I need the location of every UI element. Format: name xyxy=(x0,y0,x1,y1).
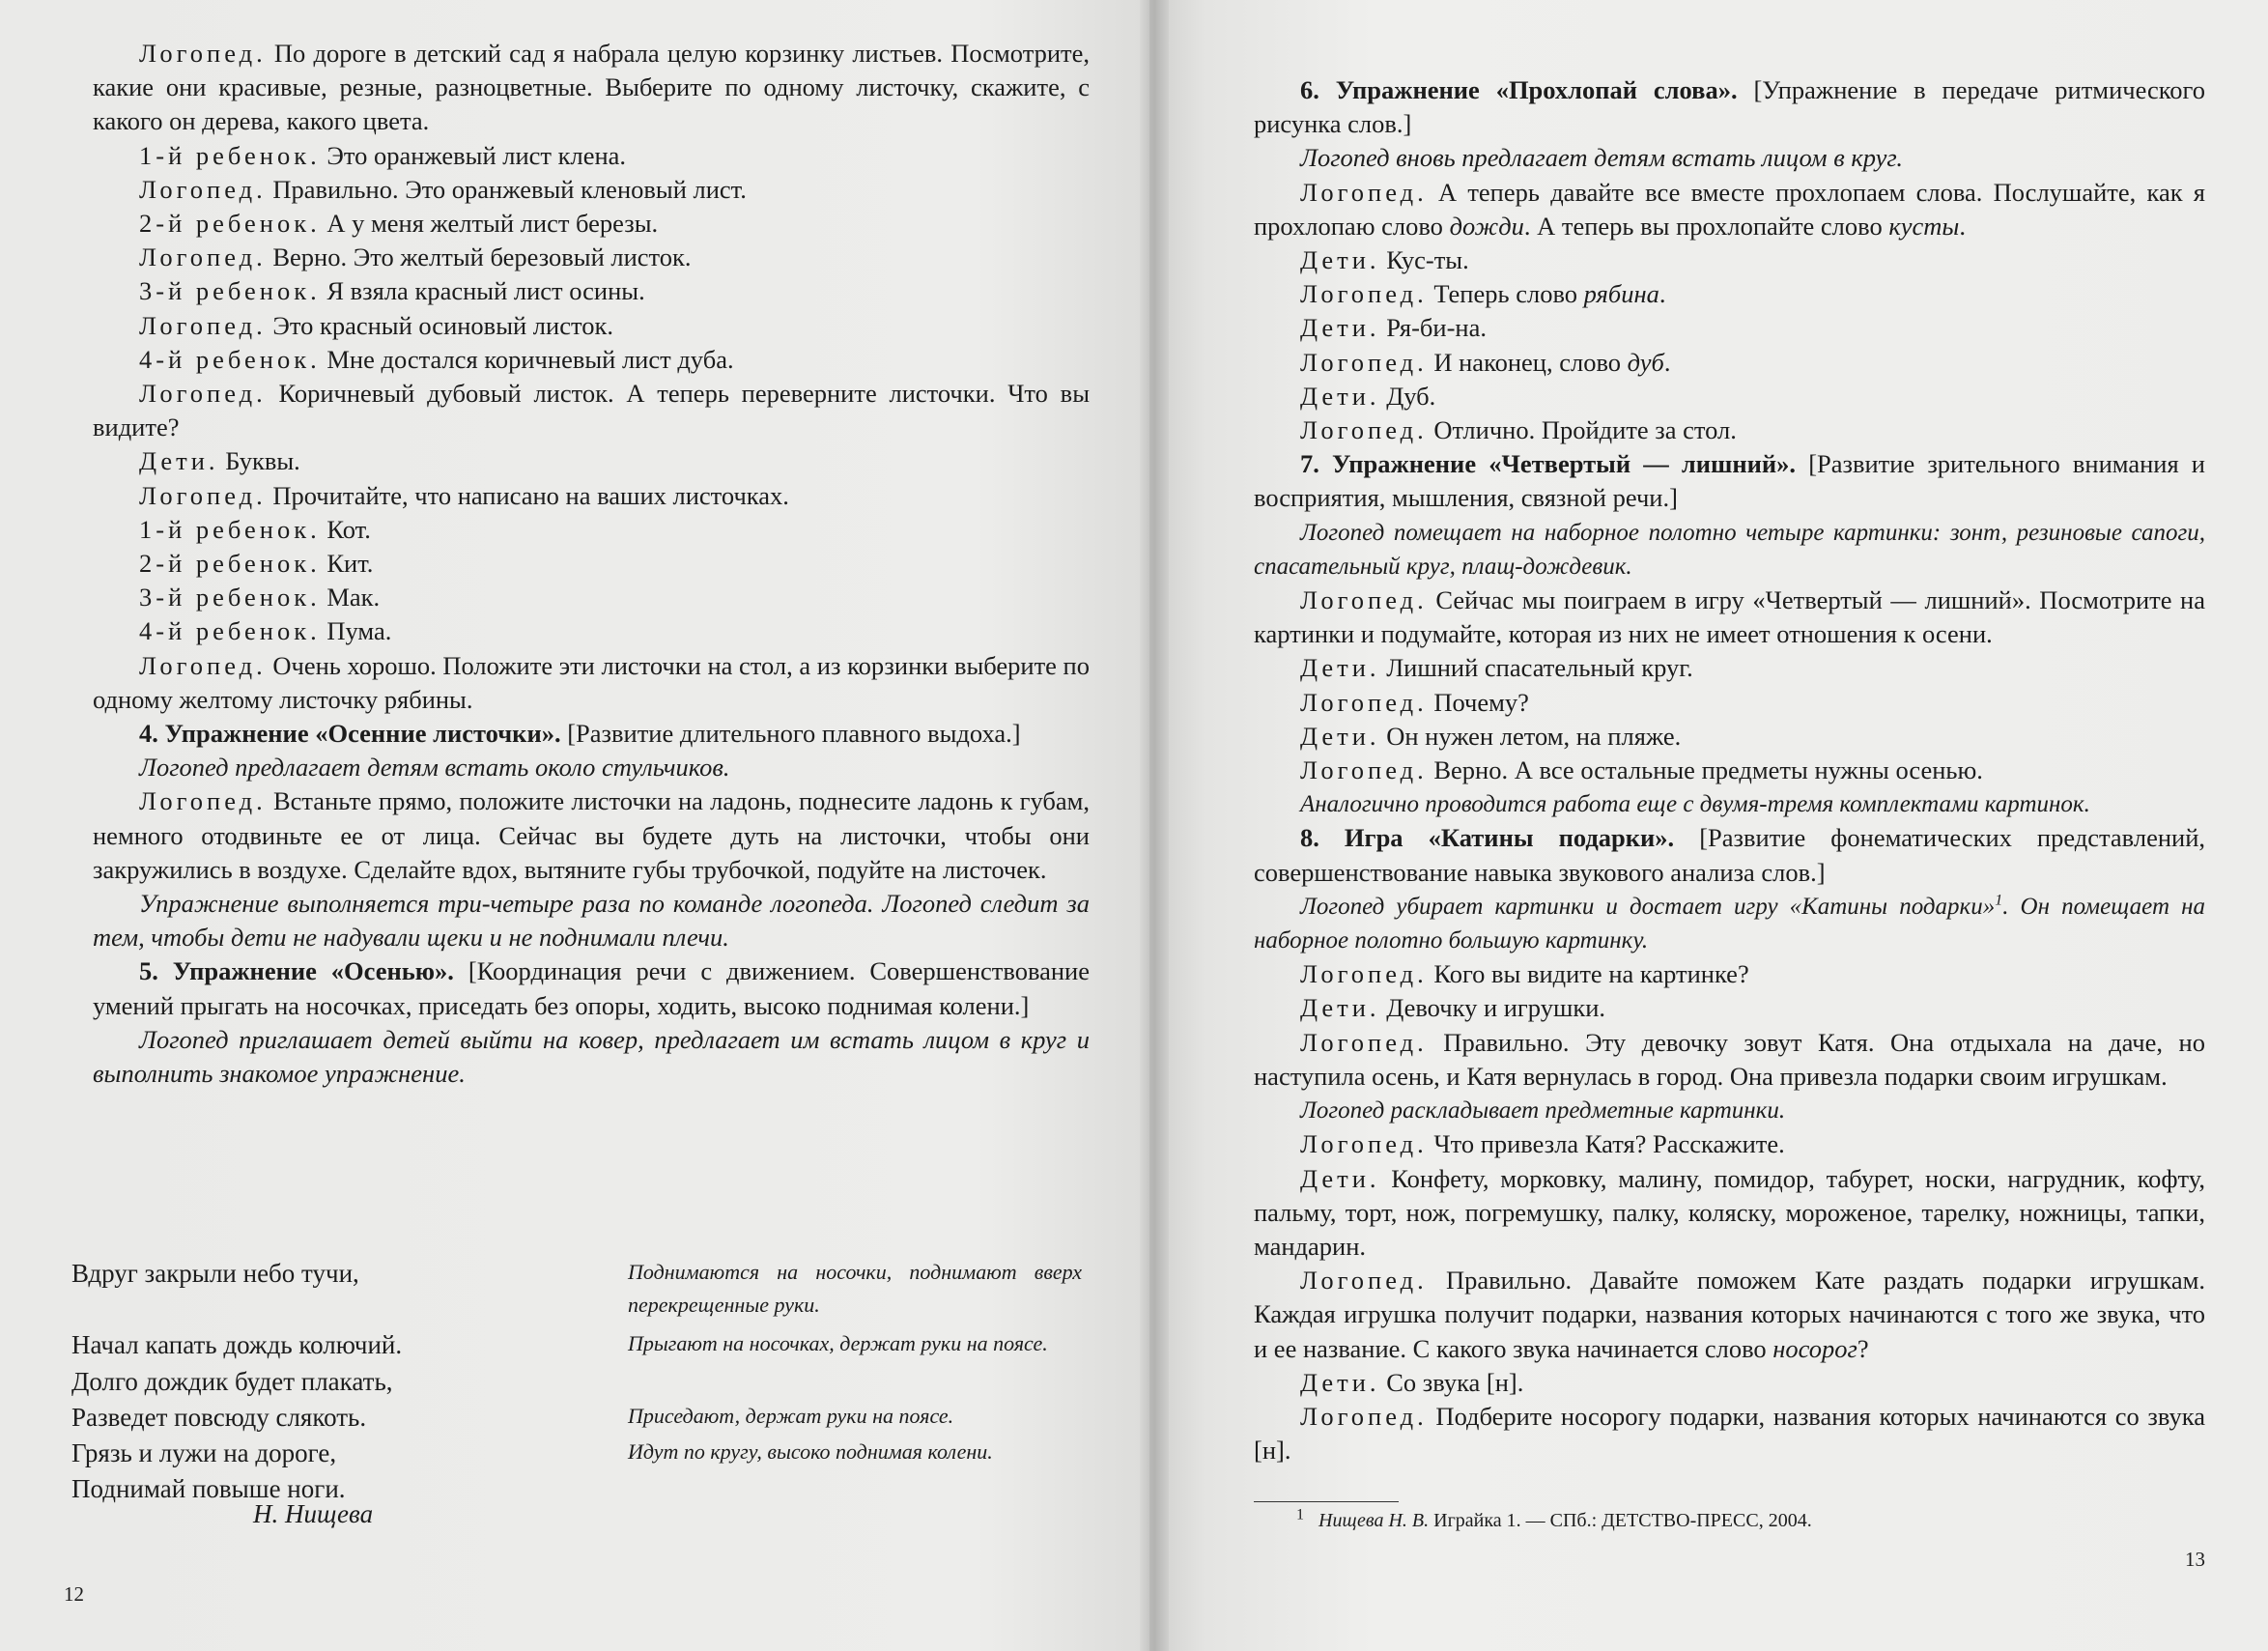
dialogue-paragraph: Логопед. По дороге в детский сад я набрала целую корзинку листьев. Посмотрите, какие они красивые, резные, разноцветные. Выберите по одному листочку, скажите, с какого он дерева, какого цвета. xyxy=(93,39,1090,136)
dialogue-paragraph: Логопед. Верно. А все остальные предметы нужны осенью. xyxy=(1300,755,1983,785)
dialogue-paragraph: Логопед. Правильно. Эту девочку зовут Катя. Она отдыхала на даче, но наступила осень, и Катя вернулась в город. Она привезла подарки своим игрушкам. xyxy=(1254,1027,2205,1091)
dialogue-paragraph: Дети. Дуб. xyxy=(1300,381,1436,411)
poem-row xyxy=(71,1364,1095,1400)
dialogue-paragraph: Дети. Конфету, морковку, малину, помидор, табурет, носки, нагрудник, кофту, пальму, торт, нож, погремушку, палку, коляску, мороженое, тарелку, ножницы, тапки, мандарин. xyxy=(1254,1163,2205,1261)
dialogue-paragraph: Логопед. Что привезла Катя? Расскажите. xyxy=(1300,1129,1785,1159)
footnote-rule xyxy=(1254,1501,1399,1502)
poem-block xyxy=(71,1256,1095,1507)
poem-action: Идут по кругу, высоко поднимая колени. xyxy=(628,1439,993,1464)
dialogue-paragraph: 4-й ребенок. Пума. xyxy=(139,616,392,646)
dialogue-paragraph: Логопед. Подберите носорогу подарки, названия которых начинаются со звука [н]. xyxy=(1254,1401,2205,1466)
poem-author: Н. Нищева xyxy=(253,1499,374,1528)
dialogue-paragraph: 3-й ребенок. Мак. xyxy=(139,583,381,612)
dialogue-paragraph: Логопед. Кого вы видите на картинке? xyxy=(1300,959,1749,989)
right-text-column xyxy=(1254,73,2205,1467)
poem-line: Разведет повсюду слякоть. xyxy=(71,1403,367,1432)
stage-direction: Логопед раскладывает предметные картинки. xyxy=(1300,1097,1786,1124)
dialogue-paragraph: Дети. Лишний спасательный круг. xyxy=(1300,653,1693,683)
dialogue-paragraph: Логопед. Сейчас мы поиграем в игру «Четвертый — лишний». Посмотрите на картинки и подумайте, которая из них не имеет отношения к осени. xyxy=(1254,585,2205,649)
dialogue-paragraph: Логопед. Встаньте прямо, положите листочки на ладонь, поднесите ладонь к губам, немного отодвиньте ее от лица. Сейчас вы будете дуть на листочки, чтобы они закружились в воздухе. Сделайте вдох, вытяните губы трубочкой, подуйте на листочек. xyxy=(93,786,1090,884)
dialogue-paragraph: Логопед. Отлично. Пройдите за стол. xyxy=(1300,415,1737,445)
dialogue-paragraph: Дети. Девочку и игрушки. xyxy=(1300,993,1606,1023)
poem-row xyxy=(71,1400,1095,1436)
stage-direction: Логопед помещает на наборное полотно четыре картинки: зонт, резиновые сапоги, спасательный круг, плащ-дождевик. xyxy=(1254,519,2205,580)
poem-row xyxy=(71,1471,1095,1507)
stage-direction: Логопед приглашает детей выйти на ковер, предлагает им встать лицом в круг и выполнить знакомое упражнение. xyxy=(93,1024,1090,1089)
poem-row xyxy=(71,1256,1095,1327)
footnote-text: Играйка 1. — СПб.: ДЕТСТВО-ПРЕСС, 2004. xyxy=(1429,1510,1812,1531)
poem-line: Вдруг закрыли небо тучи, xyxy=(71,1259,359,1288)
poem-row xyxy=(71,1327,1095,1364)
footnote xyxy=(1296,1506,1812,1535)
stage-direction: Упражнение выполняется три-четыре раза по команде логопеда. Логопед следит за тем, чтобы дети не надували щеки и не поднимали плечи. xyxy=(93,889,1090,953)
dialogue-paragraph: 1-й ребенок. Кот. xyxy=(139,514,371,544)
left-text-column xyxy=(93,37,1090,1091)
poem-line: Грязь и лужи на дороге, xyxy=(71,1438,337,1467)
dialogue-paragraph: Логопед. А теперь давайте все вместе прохлопаем слова. Послушайте, как я прохлопаю слово дожди. А теперь вы прохлопайте слово кусты. xyxy=(1254,177,2205,241)
poem-row xyxy=(71,1436,1095,1471)
dialogue-paragraph: Дети. Кус-ты. xyxy=(1300,245,1469,275)
dialogue-paragraph: Дети. Он нужен летом, на пляже. xyxy=(1300,721,1682,751)
dialogue-paragraph: Логопед. И наконец, слово дуб. xyxy=(1300,347,1671,377)
dialogue-paragraph: 2-й ребенок. Кит. xyxy=(139,549,374,579)
stage-direction: Логопед предлагает детям встать около стульчиков. xyxy=(139,753,730,783)
dialogue-paragraph: 3-й ребенок. Я взяла красный лист осины. xyxy=(139,276,645,306)
dialogue-paragraph: Логопед. Верно. Это желтый березовый листок. xyxy=(139,242,692,272)
dialogue-paragraph: 1-й ребенок. Это оранжевый лист клена. xyxy=(139,140,627,170)
dialogue-paragraph: Логопед. Правильно. Давайте поможем Кате раздать подарки игрушкам. Каждая игрушка получит подарки, названия которых начинаются с того же звука, что и ее название. С какого звука начинается слово носорог? xyxy=(1254,1266,2205,1363)
dialogue-paragraph: Дети. Буквы. xyxy=(139,446,300,476)
exercise-5-heading: 5. Упражнение «Осенью». [Координация речи с движением. Совершенствование умений прыгать на носочках, приседать без опоры, ходить, высоко поднимая колени.] xyxy=(93,956,1090,1020)
dialogue-paragraph: 4-й ребенок. Мне достался коричневый лист дуба. xyxy=(139,344,734,374)
dialogue-paragraph: Логопед. Прочитайте, что написано на ваших листочках. xyxy=(139,480,789,510)
poem-line: Долго дождик будет плакать, xyxy=(71,1367,393,1396)
book-gutter xyxy=(1140,0,1169,1651)
dialogue-paragraph: Дети. Со звука [н]. xyxy=(1300,1367,1524,1397)
stage-direction: Логопед убирает картинки и достает игру «Катины подарки»$^1$. Он помещает на наборное полотно большую картинку. xyxy=(1254,892,2205,954)
footnote-mark: 1 xyxy=(1296,1506,1304,1523)
dialogue-paragraph: Логопед. Почему? xyxy=(1300,687,1529,717)
exercise-8-heading: 8. Игра «Катины подарки». [Развитие фонематических представлений, совершенствование навыка звукового анализа слов.] xyxy=(1254,823,2205,887)
page-number-right: 13 xyxy=(2185,1548,2205,1571)
poem-action: Поднимаются на носочки, поднимают вверх перекрещенные руки. xyxy=(628,1260,1082,1317)
poem-line: Начал капать дождь колючий. xyxy=(71,1330,403,1359)
page-number-left: 12 xyxy=(64,1582,84,1606)
poem-line: Поднимай повыше ноги. xyxy=(71,1474,346,1503)
dialogue-paragraph: Логопед. Очень хорошо. Положите эти листочки на стол, а из корзинки выберите по одному желтому листочку рябины. xyxy=(93,650,1090,714)
poem-action: Приседают, держат руки на поясе. xyxy=(628,1404,954,1428)
poem-action: Прыгают на носочках, держат руки на поясе. xyxy=(628,1331,1048,1355)
dialogue-paragraph: Дети. Ря-би-на. xyxy=(1300,313,1487,343)
dialogue-paragraph: Логопед. Правильно. Это оранжевый кленовый лист. xyxy=(139,174,747,204)
stage-direction: Аналогично проводится работа еще с двумя-тремя комплектами картинок. xyxy=(1300,791,2090,818)
exercise-4-heading: 4. Упражнение «Осенние листочки». [Развитие длительного плавного выдоха.] xyxy=(139,719,1021,749)
dialogue-paragraph: Логопед. Теперь слово рябина. xyxy=(1300,279,1666,309)
dialogue-paragraph: Логопед. Коричневый дубовый листок. А теперь переверните листочки. Что вы видите? xyxy=(93,379,1090,442)
stage-direction: Логопед вновь предлагает детям встать лицом в круг. xyxy=(1300,143,1904,173)
exercise-7-heading: 7. Упражнение «Четвертый — лишний». [Развитие зрительного внимания и восприятия, мышления, связной речи.] xyxy=(1254,449,2205,513)
dialogue-paragraph: 2-й ребенок. А у меня желтый лист березы. xyxy=(139,209,659,239)
footnote-author: Нищева Н. В. xyxy=(1318,1510,1430,1531)
footnote-reference: 1 xyxy=(1995,892,2003,909)
exercise-6-heading: 6. Упражнение «Прохлопай слова». [Упражнение в передаче ритмического рисунка слов.] xyxy=(1254,75,2206,139)
dialogue-paragraph: Логопед. Это красный осиновый листок. xyxy=(139,310,613,340)
